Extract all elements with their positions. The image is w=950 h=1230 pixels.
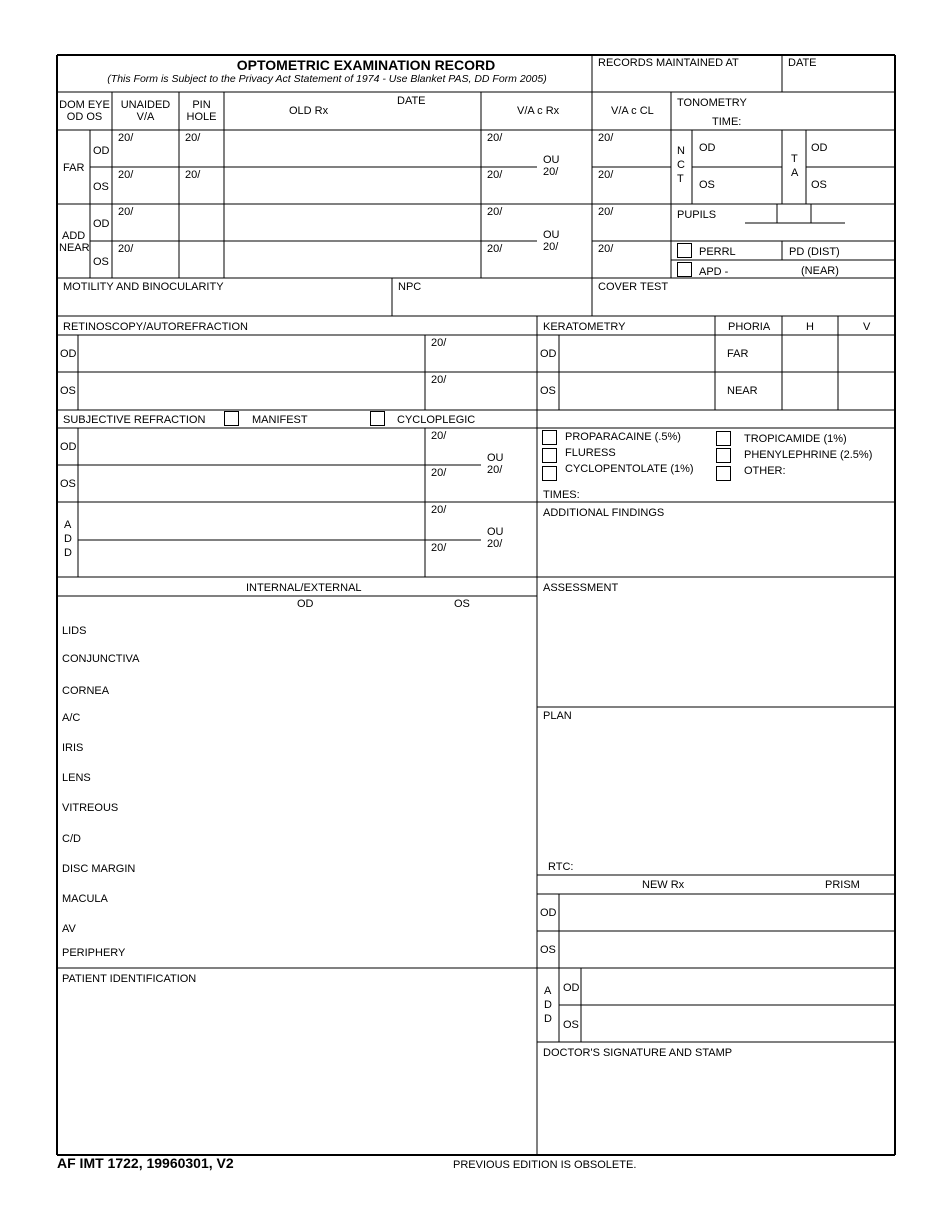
phenylephrine-label: PHENYLEPHRINE (2.5%) bbox=[744, 449, 873, 461]
new-rx-os-label: OS bbox=[540, 944, 556, 956]
nct-os-label: OS bbox=[699, 179, 715, 191]
internal-row-ac: A/C bbox=[62, 712, 81, 724]
far-ou-label: OU bbox=[543, 154, 560, 166]
proparacaine-label: PROPARACAINE (.5%) bbox=[565, 431, 681, 443]
cover-test-label: COVER TEST bbox=[598, 281, 669, 293]
far-od-pinhole-20: 20/ bbox=[185, 132, 201, 144]
far-os-unaided-20: 20/ bbox=[118, 169, 134, 181]
far-os-cl-20: 20/ bbox=[598, 169, 614, 181]
internal-row-periphery: PERIPHERY bbox=[62, 947, 126, 959]
add-label: ADD bbox=[62, 230, 86, 242]
records-maintained-at-label: RECORDS MAINTAINED AT bbox=[598, 57, 739, 69]
new-rx-add-d2: D bbox=[544, 1013, 552, 1025]
proparacaine-checkbox[interactable] bbox=[542, 430, 557, 445]
header-date-label: DATE bbox=[788, 57, 817, 69]
near-label: NEAR bbox=[59, 242, 90, 254]
tropicamide-label: TROPICAMIDE (1%) bbox=[744, 433, 847, 445]
new-rx-od-label: OD bbox=[540, 907, 557, 919]
internal-row-lens: LENS bbox=[62, 772, 91, 784]
perrl-label: PERRL bbox=[699, 246, 736, 258]
dom-eye-od-os-label: OD OS bbox=[66, 111, 103, 123]
fluress-label: FLURESS bbox=[565, 447, 616, 459]
prism-label: PRISM bbox=[825, 879, 860, 891]
phoria-h-label: H bbox=[806, 321, 814, 333]
perrl-checkbox[interactable] bbox=[677, 243, 692, 258]
subjective-os-20: 20/ bbox=[431, 467, 447, 479]
subjective-add-od-20: 20/ bbox=[431, 504, 447, 516]
internal-row-macula: MACULA bbox=[62, 893, 108, 905]
nct-c-label: C bbox=[677, 159, 685, 171]
pd-near-label: (NEAR) bbox=[801, 265, 839, 277]
subjective-add-a: A bbox=[64, 519, 72, 531]
new-rx-add-d1: D bbox=[544, 999, 552, 1011]
internal-od-label: OD bbox=[297, 598, 314, 610]
near-os-label: OS bbox=[93, 256, 109, 268]
far-od-rx-20: 20/ bbox=[487, 132, 503, 144]
internal-row-lids: LIDS bbox=[62, 625, 87, 637]
far-od-cl-20: 20/ bbox=[598, 132, 614, 144]
internal-row-vitreous: VITREOUS bbox=[62, 802, 119, 814]
internal-row-cornea: CORNEA bbox=[62, 685, 110, 697]
privacy-act-note: (This Form is Subject to the Privacy Act Statement of 1974 - Use Blanket PAS, DD Form 2005) bbox=[107, 73, 547, 85]
assessment-label: ASSESSMENT bbox=[543, 582, 619, 594]
cycloplegic-checkbox[interactable] bbox=[370, 411, 385, 426]
internal-row-disc-margin: DISC MARGIN bbox=[62, 863, 136, 875]
form-id: AF IMT 1722, 19960301, V2 bbox=[57, 1155, 234, 1171]
retinoscopy-os-label: OS bbox=[60, 385, 76, 397]
retinoscopy-label: RETINOSCOPY/AUTOREFRACTION bbox=[63, 321, 248, 333]
doctor-signature-label: DOCTOR'S SIGNATURE AND STAMP bbox=[543, 1047, 733, 1059]
rtc-label: RTC: bbox=[548, 861, 574, 873]
patient-identification-label: PATIENT IDENTIFICATION bbox=[62, 973, 197, 985]
far-os-label: OS bbox=[93, 181, 109, 193]
new-rx-add-od-label: OD bbox=[563, 982, 580, 994]
retinoscopy-od-label: OD bbox=[60, 348, 77, 360]
phoria-near-label: NEAR bbox=[727, 385, 758, 397]
far-ou-20: 20/ bbox=[543, 166, 559, 178]
retinoscopy-od-20: 20/ bbox=[431, 337, 447, 349]
ta-t-label: T bbox=[791, 153, 798, 165]
subjective-ou-20: 20/ bbox=[487, 464, 503, 476]
subjective-os-label: OS bbox=[60, 478, 76, 490]
near-od-label: OD bbox=[93, 218, 110, 230]
manifest-label: MANIFEST bbox=[252, 414, 308, 426]
motility-label: MOTILITY AND BINOCULARITY bbox=[63, 281, 224, 293]
retinoscopy-os-20: 20/ bbox=[431, 374, 447, 386]
unaided-va-label: V/A bbox=[136, 111, 155, 123]
pupils-label: PUPILS bbox=[677, 209, 717, 221]
near-ou-20: 20/ bbox=[543, 241, 559, 253]
old-rx-label: OLD Rx bbox=[289, 105, 329, 117]
other-drop-checkbox[interactable] bbox=[716, 466, 731, 481]
new-rx-label: NEW Rx bbox=[642, 879, 685, 891]
fluress-checkbox[interactable] bbox=[542, 448, 557, 463]
new-rx-add-os-label: OS bbox=[563, 1019, 579, 1031]
subjective-ou-label: OU bbox=[487, 452, 504, 464]
va-with-cl-label: V/A c CL bbox=[611, 105, 654, 117]
va-with-rx-label: V/A c Rx bbox=[517, 105, 560, 117]
hole-label: HOLE bbox=[186, 111, 217, 123]
phoria-far-label: FAR bbox=[727, 348, 749, 360]
tonometry-label: TONOMETRY bbox=[677, 97, 747, 109]
cyclopentolate-checkbox[interactable] bbox=[542, 466, 557, 481]
apd-checkbox[interactable] bbox=[677, 262, 692, 277]
far-os-rx-20: 20/ bbox=[487, 169, 503, 181]
near-os-rx-20: 20/ bbox=[487, 243, 503, 255]
nct-od-label: OD bbox=[699, 142, 716, 154]
far-od-unaided-20: 20/ bbox=[118, 132, 134, 144]
subjective-add-ou-20: 20/ bbox=[487, 538, 503, 550]
ta-a-label: A bbox=[791, 167, 799, 179]
old-rx-date-label: DATE bbox=[397, 95, 426, 107]
other-drop-label: OTHER: bbox=[744, 465, 786, 477]
subjective-add-d1: D bbox=[64, 533, 72, 545]
additional-findings-label: ADDITIONAL FINDINGS bbox=[543, 507, 665, 519]
tonometry-time-label: TIME: bbox=[712, 116, 742, 128]
internal-row-cd: C/D bbox=[62, 833, 81, 845]
near-ou-label: OU bbox=[543, 229, 560, 241]
internal-row-conjunctiva: CONJUNCTIVA bbox=[62, 653, 140, 665]
near-od-cl-20: 20/ bbox=[598, 206, 614, 218]
nct-t-label: T bbox=[677, 173, 684, 185]
plan-label: PLAN bbox=[543, 710, 572, 722]
subjective-refraction-label: SUBJECTIVE REFRACTION bbox=[63, 414, 206, 426]
tropicamide-checkbox[interactable] bbox=[716, 431, 731, 446]
keratometry-od-label: OD bbox=[540, 348, 557, 360]
keratometry-os-label: OS bbox=[540, 385, 556, 397]
far-od-label: OD bbox=[93, 145, 110, 157]
dom-eye-label: DOM EYE bbox=[59, 99, 110, 111]
subjective-add-os-20: 20/ bbox=[431, 542, 447, 554]
internal-external-label: INTERNAL/EXTERNAL bbox=[246, 582, 362, 594]
pd-dist-label: PD (DIST) bbox=[789, 246, 840, 258]
npc-label: NPC bbox=[398, 281, 422, 293]
near-os-unaided-20: 20/ bbox=[118, 243, 134, 255]
form-title: OPTOMETRIC EXAMINATION RECORD bbox=[236, 57, 496, 73]
keratometry-label: KERATOMETRY bbox=[543, 321, 626, 333]
unaided-label: UNAIDED bbox=[120, 99, 171, 111]
internal-row-iris: IRIS bbox=[62, 742, 84, 754]
obsolete-notice: PREVIOUS EDITION IS OBSOLETE. bbox=[453, 1159, 637, 1171]
far-label: FAR bbox=[63, 162, 85, 174]
internal-os-label: OS bbox=[454, 598, 470, 610]
subjective-add-ou-label: OU bbox=[487, 526, 504, 538]
pin-label: PIN bbox=[192, 99, 211, 111]
times-label: TIMES: bbox=[543, 489, 580, 501]
new-rx-add-a: A bbox=[544, 985, 552, 997]
apd-label: APD - bbox=[699, 266, 729, 278]
cyclopentolate-label: CYCLOPENTOLATE (1%) bbox=[565, 463, 694, 475]
cycloplegic-label: CYCLOPLEGIC bbox=[397, 414, 476, 426]
nct-n-label: N bbox=[677, 145, 685, 157]
phoria-v-label: V bbox=[863, 321, 871, 333]
near-os-cl-20: 20/ bbox=[598, 243, 614, 255]
near-od-unaided-20: 20/ bbox=[118, 206, 134, 218]
ta-os-label: OS bbox=[811, 179, 827, 191]
near-od-rx-20: 20/ bbox=[487, 206, 503, 218]
manifest-checkbox[interactable] bbox=[224, 411, 239, 426]
ta-od-label: OD bbox=[811, 142, 828, 154]
phoria-label: PHORIA bbox=[728, 321, 771, 333]
far-os-pinhole-20: 20/ bbox=[185, 169, 201, 181]
subjective-od-20: 20/ bbox=[431, 430, 447, 442]
subjective-add-d2: D bbox=[64, 547, 72, 559]
subjective-od-label: OD bbox=[60, 441, 77, 453]
internal-row-av: AV bbox=[62, 923, 76, 935]
phenylephrine-checkbox[interactable] bbox=[716, 448, 731, 463]
